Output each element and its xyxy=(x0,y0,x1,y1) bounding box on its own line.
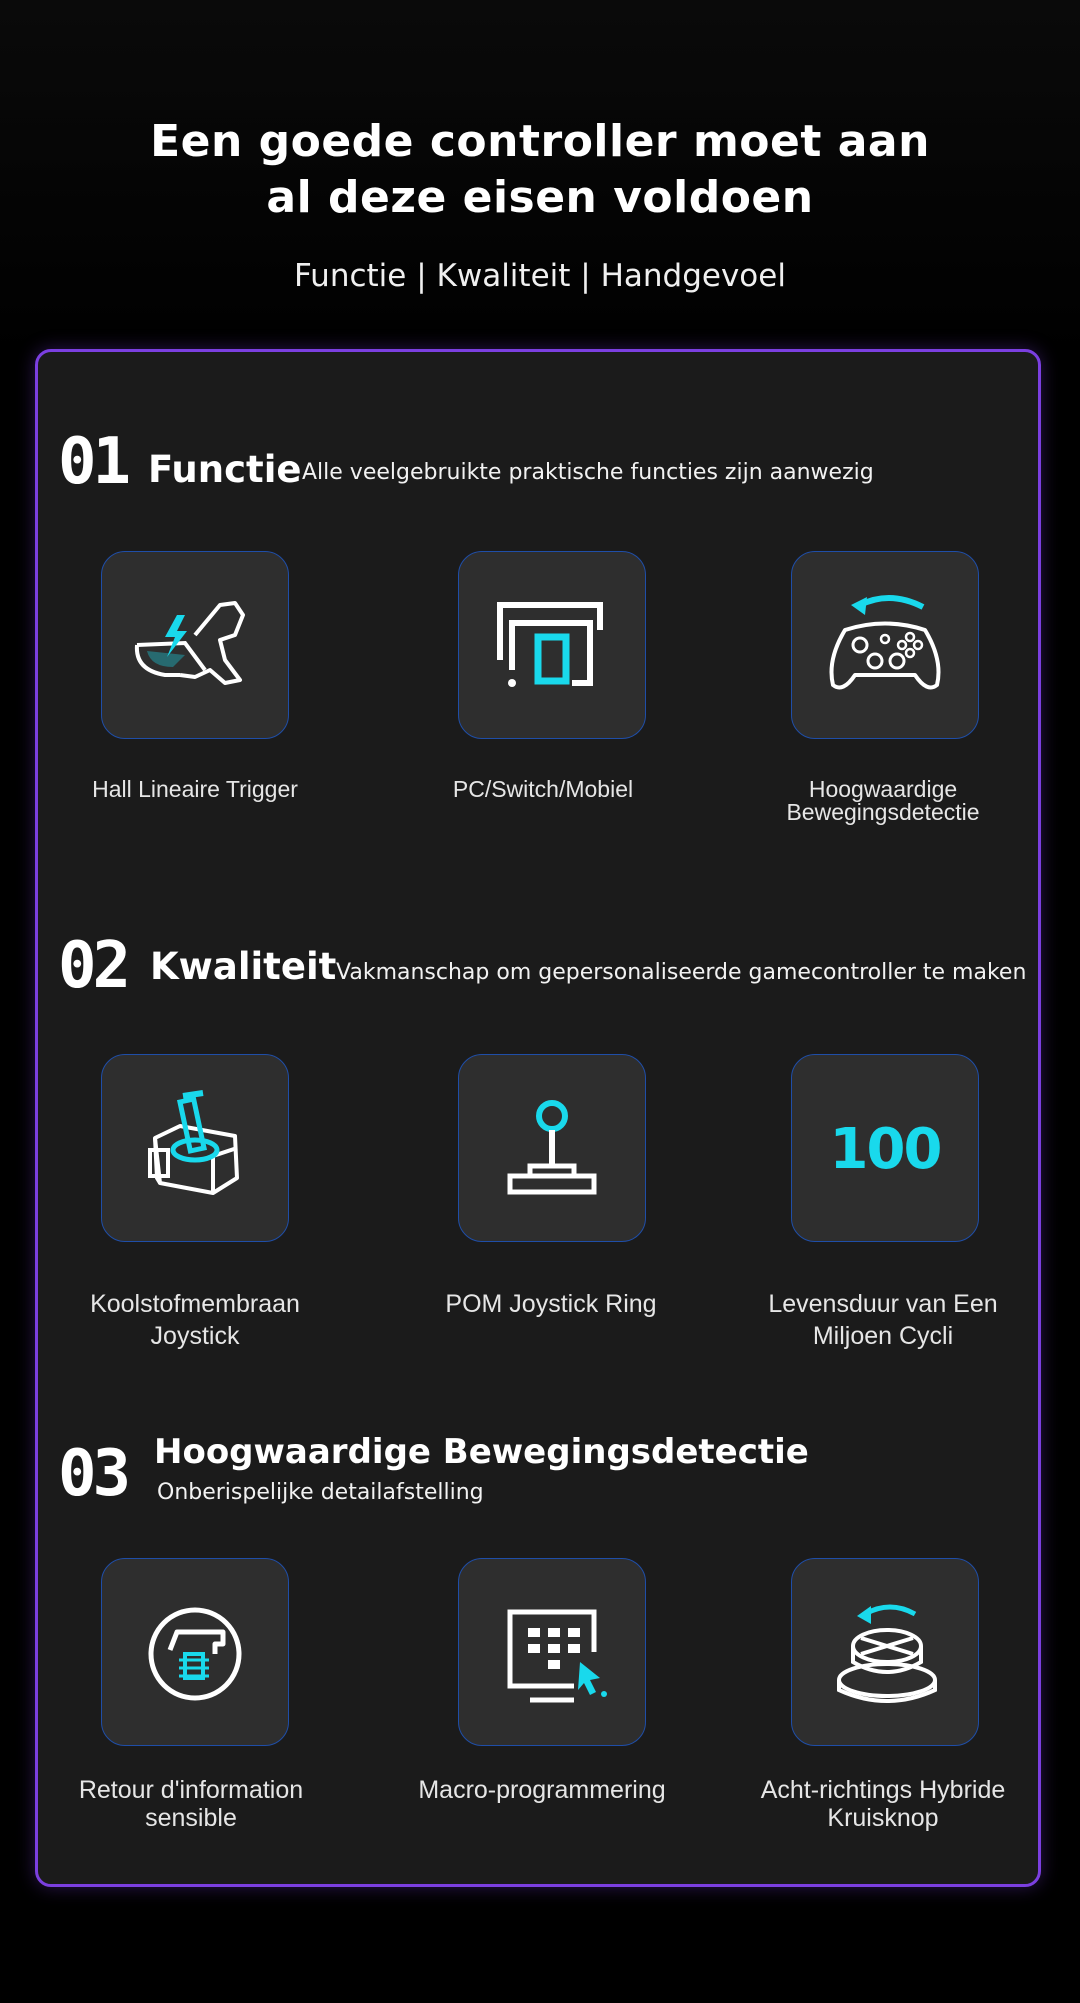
feature-tile-cycles xyxy=(791,1054,979,1242)
feature-tile-joystick-module xyxy=(101,1054,289,1242)
section-number: 02 xyxy=(58,929,128,1003)
section-title: Kwaliteit xyxy=(150,945,337,988)
feature-tile-motion xyxy=(791,551,979,739)
feature-label-line1: Koolstofmembraan xyxy=(90,1290,300,1318)
feature-label-line2: sensible xyxy=(145,1804,237,1832)
feature-tile-hall-trigger xyxy=(101,551,289,739)
feature-label-line2: Bewegingsdetectie xyxy=(786,799,980,825)
feature-label-line1: Retour d'information xyxy=(78,1776,304,1804)
hundred-text: 100 xyxy=(829,1117,941,1182)
joystick-module-icon xyxy=(125,1078,265,1218)
page-subtitle: Functie | Kwaliteit | Handgevoel xyxy=(294,258,786,294)
multi-device-icon xyxy=(482,575,622,715)
page-title-line2: al deze eisen voldoen xyxy=(266,172,814,223)
feature-label-line2: Kruisknop xyxy=(827,1804,939,1832)
feature-label-line1: Levensduur van Een xyxy=(768,1290,998,1318)
macro-screen-icon xyxy=(482,1582,622,1722)
feature-tile-multi-device xyxy=(458,551,646,739)
feature-label-line2: Miljoen Cycli xyxy=(812,1322,954,1350)
motion-controller-icon xyxy=(815,575,955,715)
feature-label: Hall Lineaire Trigger xyxy=(92,776,298,802)
feature-tile-joystick xyxy=(458,1054,646,1242)
feature-label: PC/Switch/Mobiel xyxy=(452,776,634,802)
section-number: 03 xyxy=(58,1437,128,1511)
section-number: 01 xyxy=(58,425,128,499)
feature-label: Macro-programmering xyxy=(418,1776,666,1804)
feature-label-line1: Hoogwaardige xyxy=(808,776,958,802)
feature-tile-macro xyxy=(458,1558,646,1746)
hundred-icon xyxy=(815,1078,955,1218)
feature-label-line1: Acht-richtings Hybride xyxy=(760,1776,1006,1804)
feature-label-line2: Joystick xyxy=(150,1322,240,1350)
section-title: Functie xyxy=(148,448,302,491)
hall-trigger-icon xyxy=(125,575,265,715)
section-description: Onberispelijke detailafstelling xyxy=(157,1480,484,1505)
section-description: Vakmanschap om gepersonaliseerde gamecontroller te maken xyxy=(336,960,1027,985)
haptic-feedback-icon xyxy=(125,1582,265,1722)
section-description: Alle veelgebruikte praktische functies zijn aanwezig xyxy=(302,460,874,485)
feature-label: POM Joystick Ring xyxy=(445,1290,657,1318)
dpad-icon xyxy=(815,1582,955,1722)
joystick-icon xyxy=(482,1078,622,1218)
section-title: Hoogwaardige Bewegingsdetectie xyxy=(154,1432,809,1472)
feature-tile-haptic xyxy=(101,1558,289,1746)
feature-tile-dpad xyxy=(791,1558,979,1746)
page-title-line1: Een goede controller moet aan xyxy=(150,116,930,167)
